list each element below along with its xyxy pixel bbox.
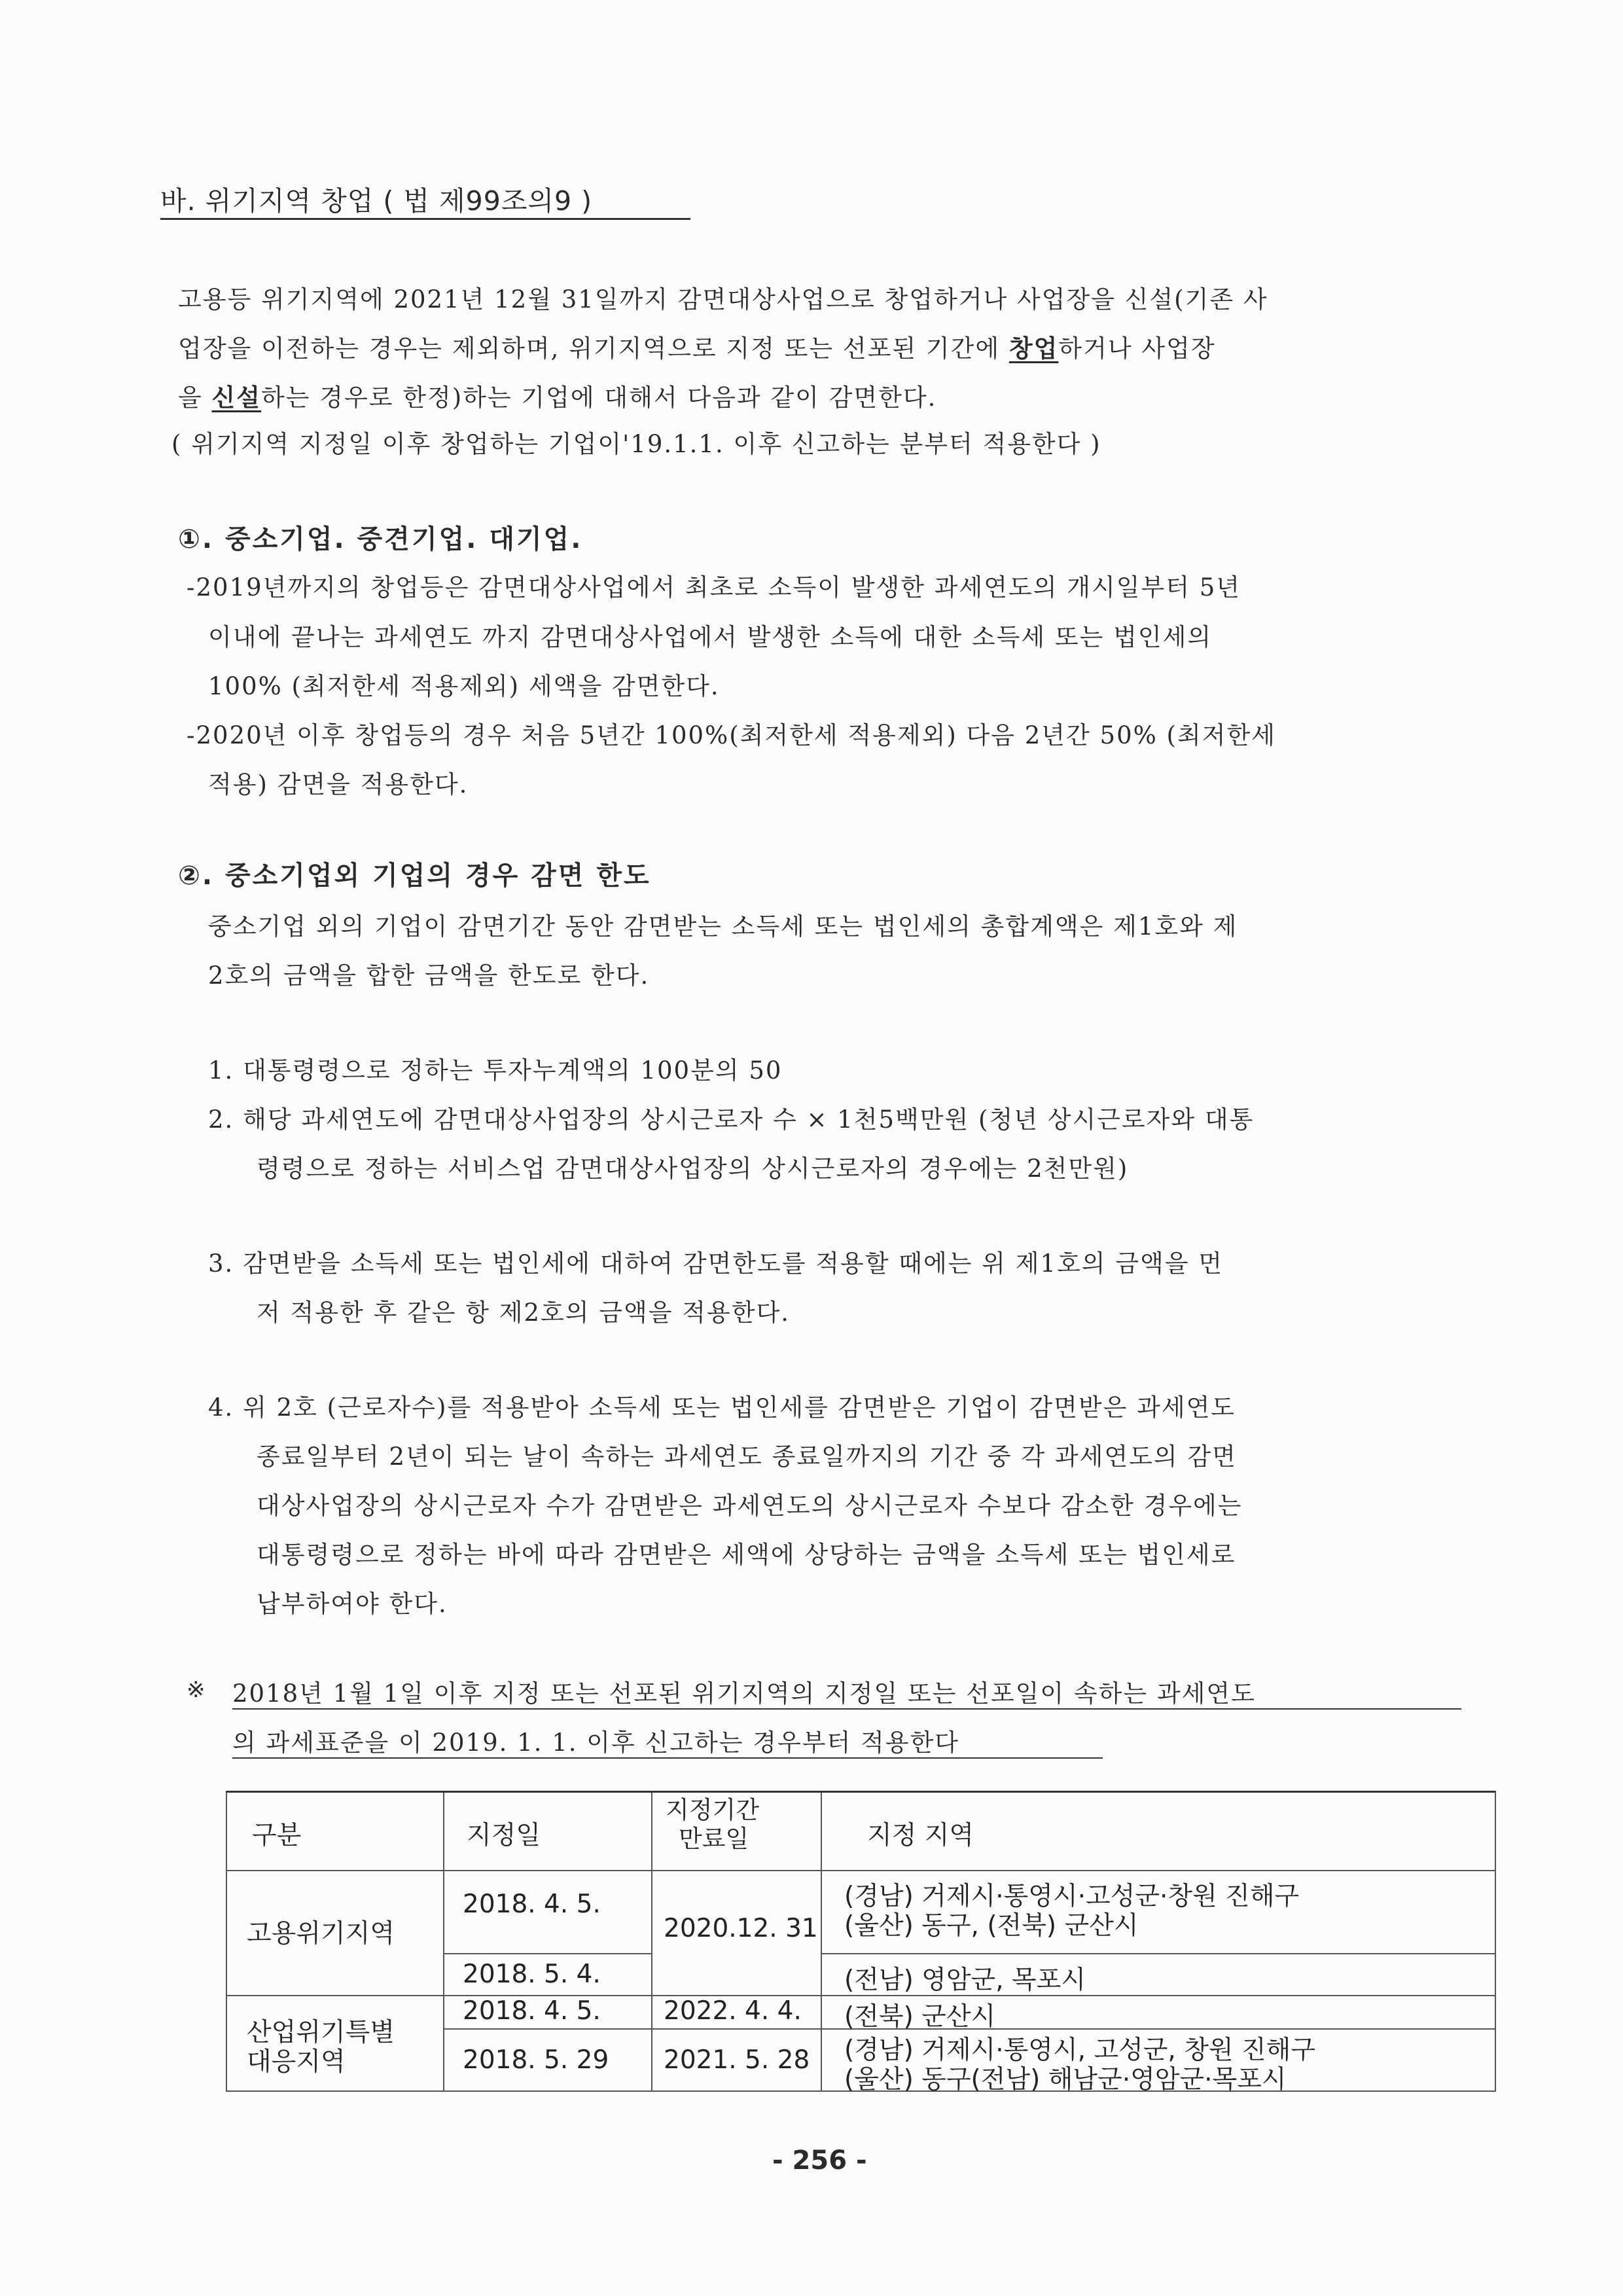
item-3-line-1: 3. 감면받을 소득세 또는 법인세에 대하여 감면한도를 적용할 때에는 위 제1호의 금액을 먼 (208, 1249, 1223, 1278)
r2-region: (전남) 영암군, 목포시 (844, 1965, 1086, 1995)
row-divider-region-1 (821, 1953, 1495, 1954)
r1-expiry: 2020.12. 31 (664, 1914, 818, 1943)
header-expiry-line-1: 지정기간 (666, 1796, 759, 1824)
col-divider-3 (821, 1793, 822, 2090)
intro-line-4: ( 위기지역 지정일 이후 창업하는 기업이'19.1.1. 이후 신고하는 분부터 적용한다 ) (171, 430, 1101, 458)
section1-line-1: -2019년까지의 창업등은 감면대상사업에서 최초로 소득이 발생한 과세연도의 개시일부터 5년 (187, 573, 1241, 601)
underlined-startup: 창업 (1008, 334, 1059, 363)
item-2-line-2: 령령으로 정하는 서비스업 감면대상사업장의 상시근로자의 경우에는 2천만원) (257, 1155, 1129, 1183)
group-industrial-crisis-line-2: 대응지역 (247, 2047, 346, 2077)
section1-line-4: -2020년 이후 창업등의 경우 처음 5년간 100%(최저한세 적용제외) 다음 2년간 50% (최저한세 (187, 721, 1276, 749)
section-title-underline (160, 218, 690, 220)
row-divider-date-1 (443, 1953, 651, 1954)
item-1: 1. 대통령령으로 정하는 투자누계액의 100분의 50 (208, 1056, 783, 1085)
section1-line-5: 적용) 감면을 적용한다. (208, 770, 469, 798)
header-designation-date: 지정일 (467, 1821, 541, 1850)
intro-line-3 (178, 378, 936, 413)
r4-region-line-1: (경남) 거제시·통영시, 고성군, 창원 진해구 (844, 2036, 1315, 2065)
header-expiry-line-2: 만료일 (679, 1825, 749, 1853)
group-industrial-crisis-line-1: 산업위기특별 (247, 2018, 395, 2047)
section2-heading: ②. 중소기업외 기업의 경우 감면 한도 (178, 861, 651, 891)
section2-line-2: 2호의 금액을 합한 금액을 한도로 한다. (208, 961, 650, 990)
note-line-2-underline (232, 1757, 1103, 1759)
section-title: 바. 위기지역 창업 ( 법 제99조의9 ) (160, 185, 593, 217)
r1-region-line-1: (경남) 거제시·통영시·고성군·창원 진해구 (844, 1882, 1300, 1911)
note-line-1: 2018년 1월 1일 이후 지정 또는 선포된 위기지역의 지정일 또는 선포일이 속하는 과세연도 (232, 1679, 1256, 1708)
r4-date: 2018. 5. 29 (463, 2045, 609, 2075)
col-divider-1 (443, 1793, 444, 2090)
header-row-divider (227, 1870, 1495, 1871)
group-employment-crisis: 고용위기지역 (247, 1919, 395, 1948)
r3-date: 2018. 4. 5. (463, 1996, 601, 2026)
item-4-line-5: 납부하여야 한다. (257, 1590, 448, 1618)
item-4-line-2: 종료일부터 2년이 되는 날이 속하는 과세연도 종료일까지의 기간 중 각 과세연도의 감면 (257, 1443, 1237, 1471)
r1-date: 2018. 4. 5. (463, 1890, 601, 1919)
intro-line-2-text-a: 업장을 이전하는 경우는 제외하며, 위기지역으로 지정 또는 선포된 기간에 (178, 334, 1009, 363)
header-category: 구분 (252, 1821, 302, 1850)
r4-expiry: 2021. 5. 28 (664, 2045, 810, 2075)
note-line-1-underline (232, 1708, 1461, 1710)
page-number: - 256 - (772, 2145, 867, 2176)
r4-region-line-2: (울산) 동구(전남) 해남군·영암군·목포시 (844, 2065, 1287, 2094)
r3-expiry: 2022. 4. 4. (664, 1996, 802, 2026)
intro-line-3-text-b: 하는 경우로 한정)하는 기업에 대해서 다음과 같이 감면한다. (261, 384, 937, 412)
intro-line-3-text-a: 을 (178, 384, 212, 412)
r3-region: (전북) 군산시 (844, 2002, 996, 2032)
item-3-line-2: 저 적용한 후 같은 항 제2호의 금액을 적용한다. (257, 1299, 790, 1327)
crisis-region-table (226, 1791, 1496, 2092)
item-4-line-3: 대상사업장의 상시근로자 수가 감면받은 과세연도의 상시근로자 수보다 감소한 경우에는 (257, 1492, 1243, 1520)
item-4-line-1: 4. 위 2호 (근로자수)를 적용받아 소득세 또는 법인세를 감면받은 기업이 감면받은 과세연도 (208, 1393, 1236, 1422)
intro-line-1: 고용등 위기지역에 2021년 12월 31일까지 감면대상사업으로 창업하거나 사업장을 신설(기존 사 (178, 285, 1268, 314)
underlined-new-establishment: 신설 (211, 383, 261, 412)
header-region: 지정 지역 (867, 1821, 974, 1850)
r1-region-line-2: (울산) 동구, (전북) 군산시 (844, 1911, 1139, 1941)
intro-line-2 (178, 329, 1216, 364)
r2-date: 2018. 5. 4. (463, 1960, 601, 1989)
note-line-2: 의 과세표준을 이 2019. 1. 1. 이후 신고하는 경우부터 적용한다 (232, 1729, 959, 1757)
item-2-line-1: 2. 해당 과세연도에 감면대상사업장의 상시근로자 수 × 1천5백만원 (청년 상시근로자와 대통 (208, 1105, 1255, 1134)
section1-line-2: 이내에 끝나는 과세연도 까지 감면대상사업에서 발생한 소득에 대한 소득세 또는 법인세의 (208, 623, 1213, 651)
section2-line-1: 중소기업 외의 기업이 감면기간 동안 감면받는 소득세 또는 법인세의 총합계액은 제1호와 제 (208, 912, 1238, 941)
col-divider-2 (651, 1793, 652, 2090)
intro-line-2-text-b: 하거나 사업장 (1058, 334, 1216, 363)
section1-heading: ①. 중소기업. 중견기업. 대기업. (178, 524, 583, 554)
section1-line-3: 100% (최저한세 적용제외) 세액을 감면한다. (208, 672, 720, 700)
reference-mark: ※ (187, 1677, 205, 1703)
item-4-line-4: 대통령령으로 정하는 바에 따라 감면받은 세액에 상당하는 금액을 소득세 또는 법인세로 (257, 1541, 1236, 1569)
